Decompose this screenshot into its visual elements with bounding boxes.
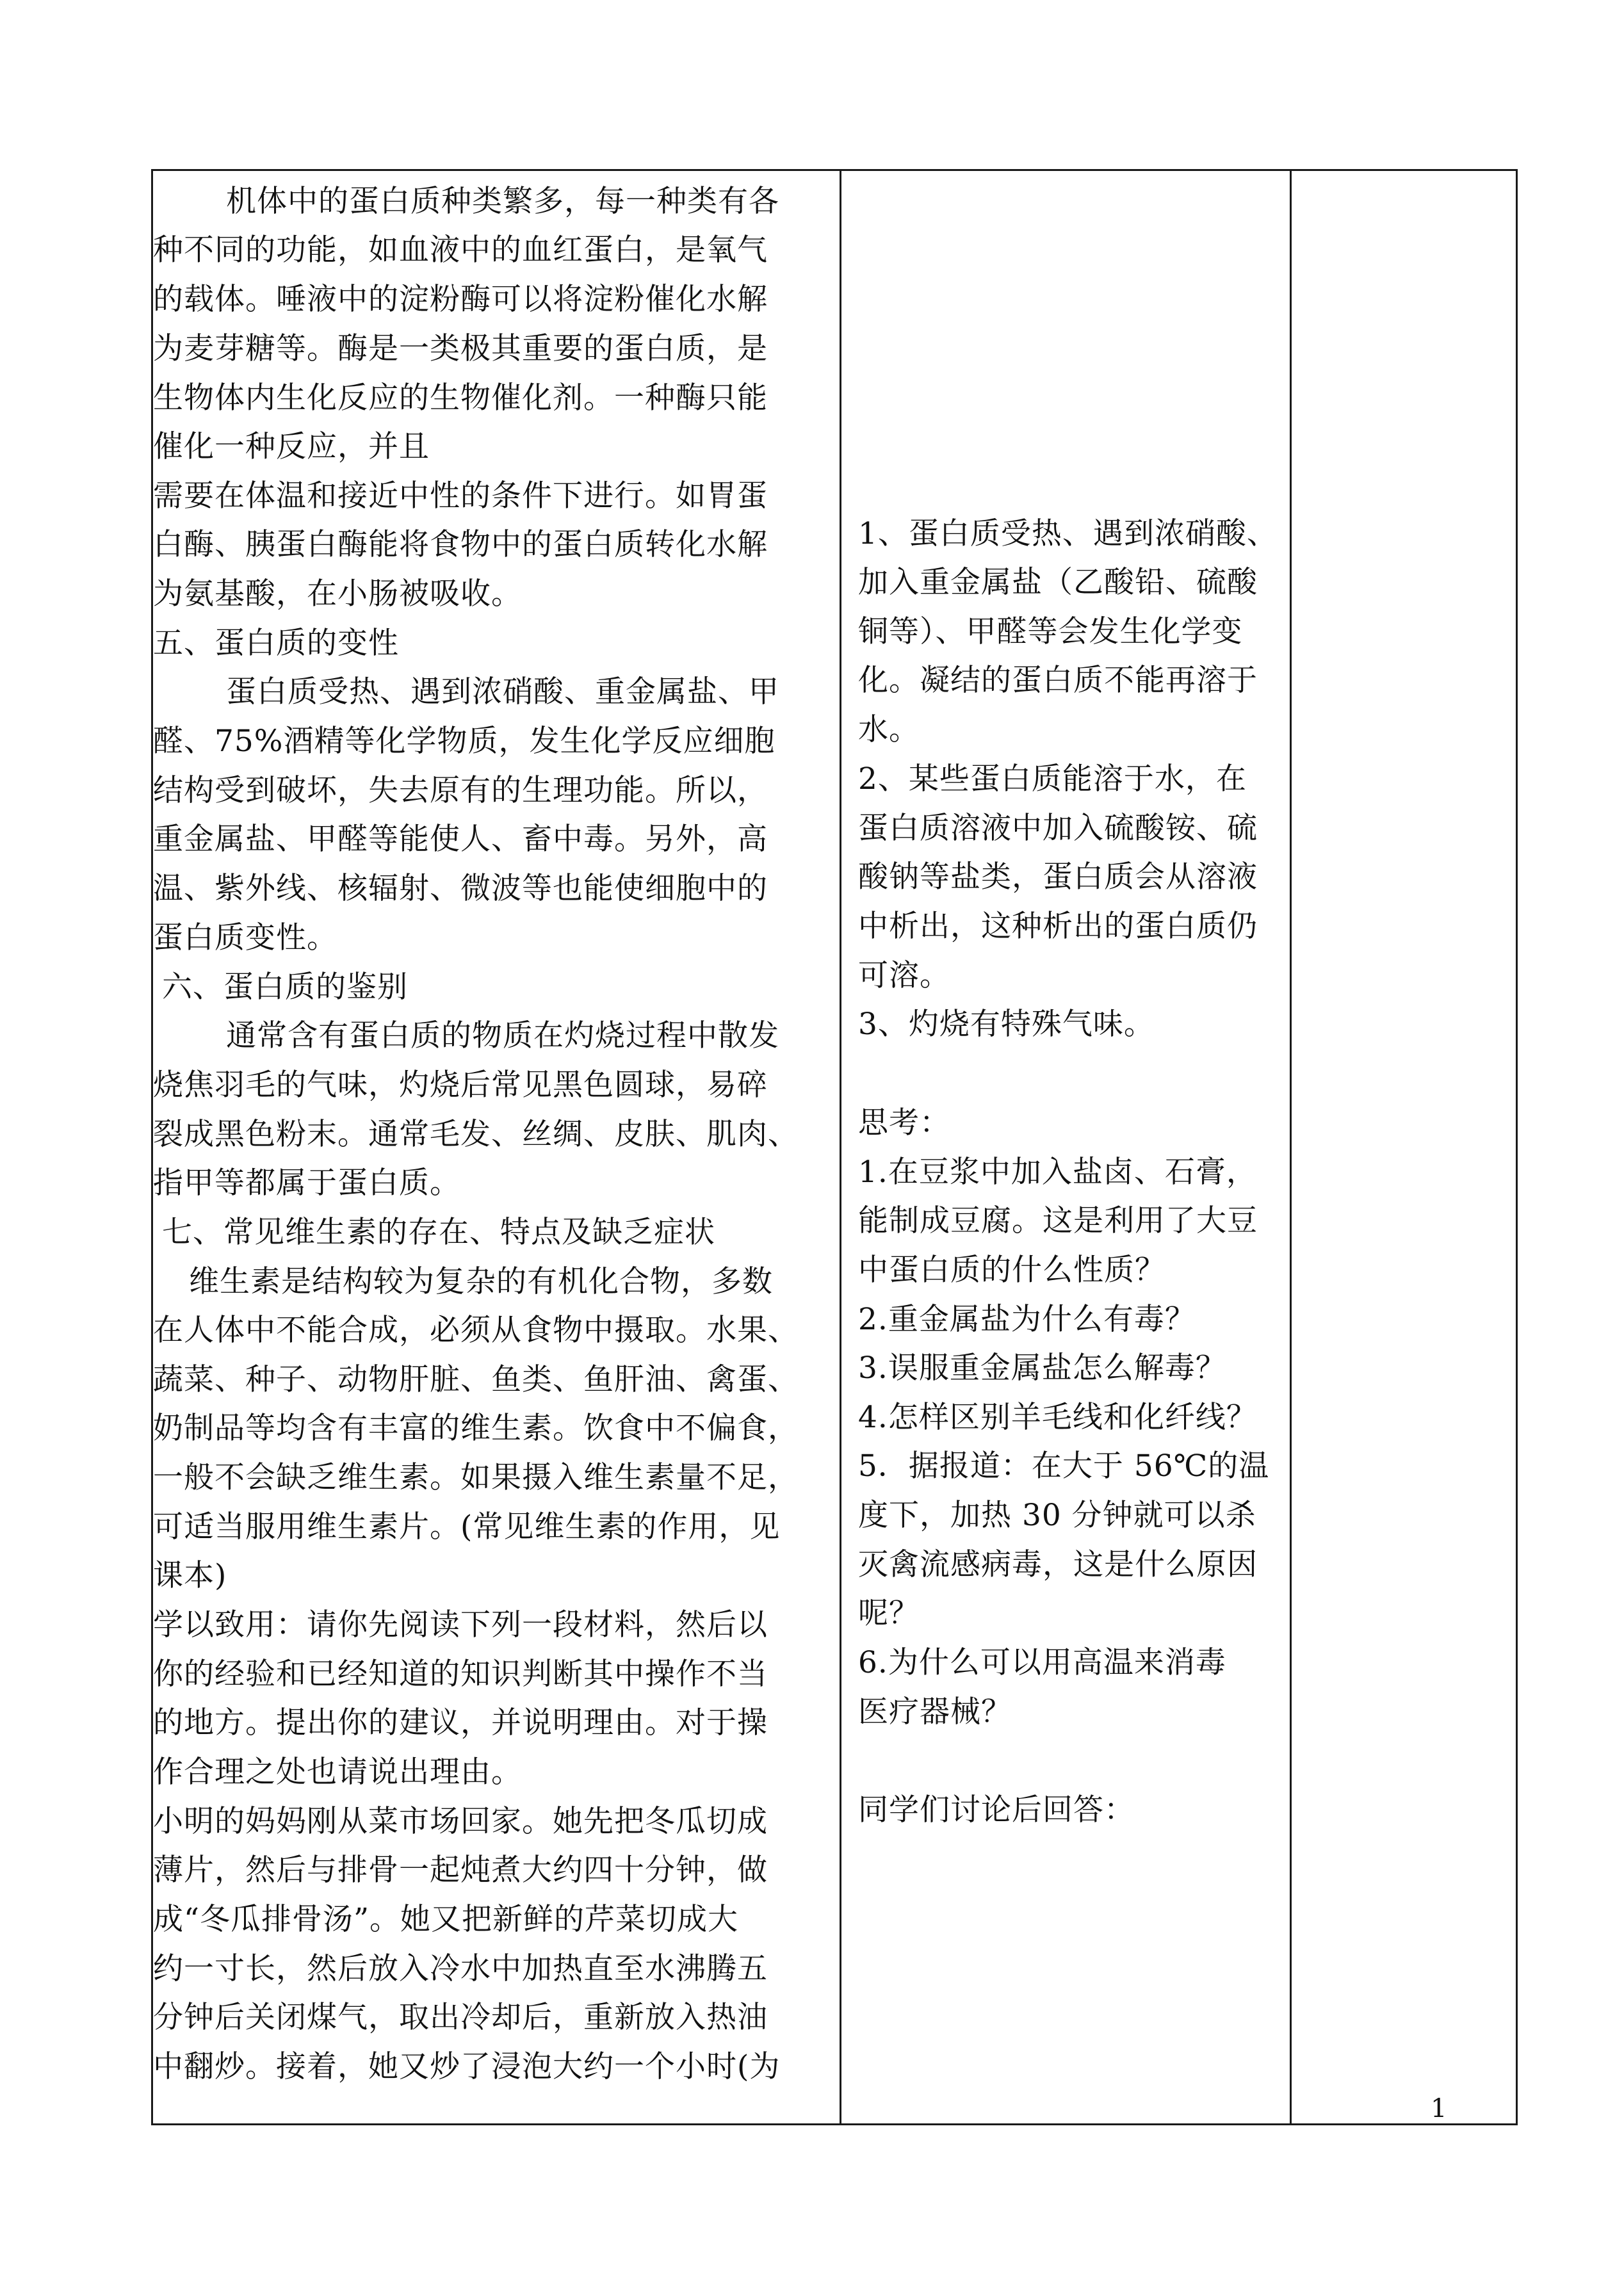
table-row — [152, 170, 1517, 2125]
notes-line: 1、蛋白质受热、遇到浓硝酸、 — [858, 516, 1278, 551]
content-line: 种不同的功能，如血液中的血红蛋白，是氧气 — [153, 232, 768, 268]
content-line: 约一寸长，然后放入冷水中加热直至水沸腾五 — [153, 1951, 768, 1986]
notes-line: 灭禽流感病毒，这是什么原因 — [858, 1547, 1258, 1582]
notes-line: 化。凝结的蛋白质不能再溶于 — [858, 663, 1258, 698]
notes-line: 2、某些蛋白质能溶于水，在 — [858, 761, 1247, 797]
notes-line: 同学们讨论后回答： — [858, 1792, 1135, 1828]
notes-line: 5．据报道：在大于 56℃的温 — [858, 1448, 1270, 1484]
content-line: 生物体内生化反应的生物催化剂。一种酶只能 — [153, 380, 768, 416]
content-line: 蛋白质受热、遇到浓硝酸、重金属盐、甲 — [226, 674, 779, 710]
content-line: 你的经验和已经知道的知识判断其中操作不当 — [153, 1657, 768, 1692]
notes-line: 2.重金属盐为什么有毒？ — [858, 1302, 1196, 1337]
content-line: 需要在体温和接近中性的条件下进行。如胃蛋 — [153, 478, 768, 514]
content-line: 薄片，然后与排骨一起炖煮大约四十分钟，做 — [153, 1853, 768, 1888]
content-line: 成“冬瓜排骨汤”。她又把新鲜的芹菜切成大 — [153, 1902, 739, 1937]
notes-line: 医疗器械？ — [858, 1694, 1012, 1730]
content-line: 指甲等都属于蛋白质。 — [153, 1165, 460, 1201]
content-line: 一般不会缺乏维生素。如果摄入维生素量不足， — [153, 1460, 799, 1495]
page-number: 1 — [1431, 2094, 1447, 2123]
content-line: 六、蛋白质的鉴别 — [162, 969, 408, 1005]
notes-line: 3、灼烧有特殊气味。 — [858, 1007, 1155, 1042]
content-line: 重金属盐、甲醛等能使人、畜中毒。另外，高 — [153, 822, 768, 857]
content-line: 醛、75%酒精等化学物质，发生化学反应细胞 — [153, 724, 775, 759]
notes-line: 水。 — [858, 712, 920, 747]
notes-line: 6.为什么可以用高温来消毒 — [858, 1645, 1226, 1680]
content-line: 七、常见维生素的存在、特点及缺乏症状 — [162, 1215, 715, 1250]
content-line: 课本) — [153, 1558, 227, 1593]
content-line: 蛋白质变性。 — [153, 920, 337, 955]
content-line: 可适当服用维生素片。(常见维生素的作用，见 — [153, 1509, 781, 1545]
content-line: 的地方。提出你的建议，并说明理由。对于操 — [153, 1705, 768, 1740]
lesson-table — [151, 169, 1518, 2125]
content-line: 催化一种反应，并且 — [153, 429, 430, 464]
content-line: 五、蛋白质的变性 — [153, 626, 399, 661]
content-line: 小明的妈妈刚从菜市场回家。她先把冬瓜切成 — [153, 1804, 768, 1839]
content-line: 作合理之处也请说出理由。 — [153, 1755, 522, 1790]
notes-line: 加入重金属盐（乙酸铅、硫酸 — [858, 565, 1258, 600]
content-line: 奶制品等均含有丰富的维生素。饮食中不偏食， — [153, 1411, 799, 1446]
notes-line: 中析出，这种析出的蛋白质仍 — [858, 909, 1258, 944]
content-line: 通常含有蛋白质的物质在灼烧过程中散发 — [226, 1018, 779, 1053]
notes-line: 呢？ — [858, 1596, 920, 1631]
content-line: 的载体。唾液中的淀粉酶可以将淀粉催化水解 — [153, 282, 768, 317]
notes-line: 中蛋白质的什么性质？ — [858, 1253, 1165, 1288]
remarks-cell — [1291, 170, 1517, 2125]
notes-line: 能制成豆腐。这是利用了大豆 — [858, 1203, 1258, 1238]
notes-line: 1.在豆浆中加入盐卤、石膏， — [858, 1155, 1257, 1190]
notes-line: 蛋白质溶液中加入硫酸铵、硫 — [858, 811, 1258, 846]
content-line: 在人体中不能合成，必须从食物中摄取。水果、 — [153, 1313, 799, 1348]
content-line: 蔬菜、种子、动物肝脏、鱼类、鱼肝油、禽蛋、 — [153, 1362, 799, 1397]
notes-line: 可溶。 — [858, 958, 950, 993]
content-line: 分钟后关闭煤气，取出冷却后，重新放入热油 — [153, 2000, 768, 2035]
content-line: 机体中的蛋白质种类繁多，每一种类有各 — [226, 184, 779, 219]
notes-line: 度下，加热 30 分钟就可以杀 — [858, 1498, 1256, 1533]
content-column — [153, 171, 840, 2123]
notes-line: 铜等）、甲醛等会发生化学变 — [858, 614, 1243, 649]
remarks-column — [1292, 171, 1516, 2123]
notes-line: 3.误服重金属盐怎么解毒？ — [858, 1350, 1226, 1386]
content-line: 为麦芽糖等。酶是一类极其重要的蛋白质，是 — [153, 331, 768, 366]
content-line: 结构受到破坏，失去原有的生理功能。所以， — [153, 773, 768, 808]
content-line: 温、紫外线、核辐射、微波等也能使细胞中的 — [153, 871, 768, 906]
content-line: 为氨基酸，在小肠被吸收。 — [153, 576, 522, 612]
content-line: 裂成黑色粉末。通常毛发、丝绸、皮肤、肌肉、 — [153, 1117, 799, 1152]
content-line: 学以致用：请你先阅读下列一段材料，然后以 — [153, 1607, 768, 1642]
notes-cell — [841, 170, 1291, 2125]
content-line: 白酶、胰蛋白酶能将食物中的蛋白质转化水解 — [153, 527, 768, 562]
notes-line: 酸钠等盐类，蛋白质会从溶液 — [858, 859, 1258, 895]
content-line: 中翻炒。接着，她又炒了浸泡大约一个小时(为 — [153, 2049, 781, 2084]
notes-line: 思考： — [858, 1105, 950, 1140]
notes-line: 4.怎样区别羊毛线和化纤线？ — [858, 1400, 1257, 1435]
content-line: 维生素是结构较为复杂的有机化合物，多数 — [189, 1264, 773, 1299]
content-cell — [152, 170, 841, 2125]
notes-column — [841, 171, 1290, 2123]
content-line: 烧焦羽毛的气味，灼烧后常见黑色圆球，易碎 — [153, 1067, 768, 1103]
